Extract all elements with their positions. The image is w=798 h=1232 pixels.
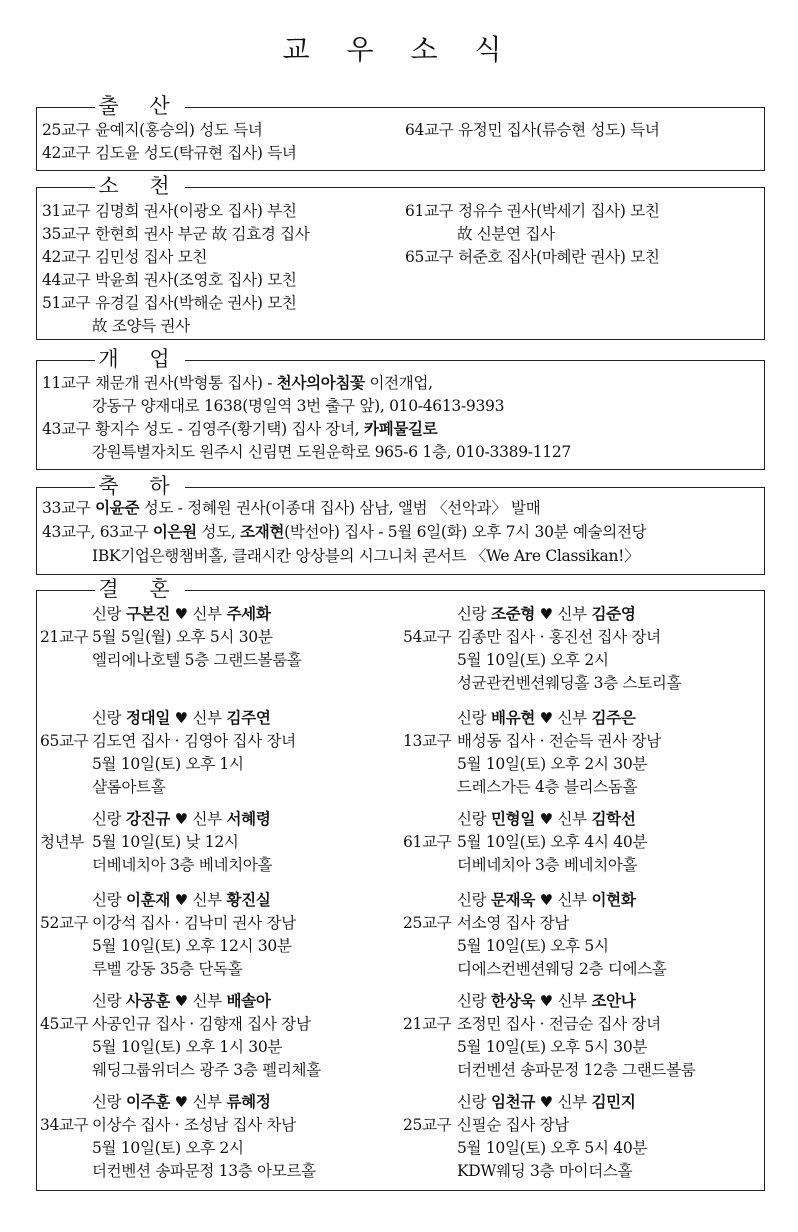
opening-text: 이전개업, xyxy=(364,374,433,392)
bride-label: 신부 xyxy=(557,810,587,828)
heart-icon: ♥ xyxy=(539,810,553,828)
couple-line xyxy=(457,990,636,1012)
wedding-detail: 5월 5일(월) 오후 5시 30분 xyxy=(92,628,273,646)
couple-line xyxy=(457,603,636,625)
wedding-detail: 이강석 집사 · 김낙미 권사 장남 xyxy=(92,914,296,932)
funeral-item: 51교구 유경길 집사(박해순 권사) 모친 xyxy=(42,294,297,312)
wedding-detail: KDW웨딩 3층 마이더스홀 xyxy=(457,1162,633,1180)
wedding-district: 45교구 xyxy=(40,1015,89,1033)
bride-label: 신부 xyxy=(557,709,587,727)
wedding-detail: 김종만 집사 · 홍진선 집사 장녀 xyxy=(457,628,661,646)
celebrant-name: 이은원 xyxy=(152,522,197,541)
wedding-detail: 5월 10일(토) 오후 4시 40분 xyxy=(457,833,648,851)
wedding-district: 54교구 xyxy=(403,628,452,646)
birth-item: 25교구 윤예지(홍승의) 성도 득녀 xyxy=(42,121,263,139)
wedding-district: 61교구 xyxy=(403,833,452,851)
funeral-section xyxy=(36,174,765,340)
celebration-text: IBK기업은행챔버홀, 클래시칸 앙상블의 시그니처 콘서트 〈We Are Classikan!〉 xyxy=(92,547,640,565)
wedding-detail: 사공인규 집사 · 김향재 집사 장남 xyxy=(92,1015,311,1033)
wedding-detail: 5월 10일(토) 오후 5시 30분 xyxy=(457,1038,648,1056)
bride-label: 신부 xyxy=(557,891,587,909)
wedding-detail: 샬롬아트홀 xyxy=(92,778,166,796)
bride-label: 신부 xyxy=(192,1093,222,1111)
wedding-detail: 김도연 집사 · 김영아 집사 장녀 xyxy=(92,732,296,750)
wedding-detail: 더컨벤션 송파문정 13층 아모르홀 xyxy=(92,1162,316,1180)
wedding-district: 65교구 xyxy=(40,732,89,750)
celebration-entry xyxy=(42,521,646,543)
celebration-entry xyxy=(42,497,540,519)
business-name: 카페물길로 xyxy=(364,419,438,438)
heart-icon: ♥ xyxy=(174,992,188,1010)
wedding-detail: 드레스가든 4층 블리스돔홀 xyxy=(457,778,638,796)
celebration-text: (박선아) 집사 - 5월 6일(화) 오후 7시 30분 예술의전당 xyxy=(284,523,647,541)
heart-icon: ♥ xyxy=(539,709,553,727)
couple-line xyxy=(92,808,271,830)
groom-label: 신랑 xyxy=(92,992,122,1010)
birth-section-title: 출 산 xyxy=(95,94,185,118)
groom-label: 신랑 xyxy=(92,891,122,909)
bride-label: 신부 xyxy=(192,709,222,727)
wedding-section-title: 결 혼 xyxy=(95,577,185,601)
wedding-district: 34교구 xyxy=(40,1116,89,1134)
bride-name: 조안나 xyxy=(591,991,636,1010)
groom-name: 한상욱 xyxy=(491,991,536,1010)
wedding-detail: 성균관컨벤션웨딩홀 3층 스토리홀 xyxy=(457,674,682,692)
groom-label: 신랑 xyxy=(92,810,122,828)
wedding-detail: 루벨 강동 35층 단독홀 xyxy=(92,960,243,978)
heart-icon: ♥ xyxy=(174,605,188,623)
groom-label: 신랑 xyxy=(92,709,122,727)
funeral-item: 44교구 박윤희 권사(조영호 집사) 모친 xyxy=(42,271,297,289)
funeral-item: 42교구 김민성 집사 모친 xyxy=(42,248,208,266)
birth-item: 42교구 김도윤 성도(탁규현 집사) 득녀 xyxy=(42,144,297,162)
wedding-district: 13교구 xyxy=(403,732,452,750)
heart-icon: ♥ xyxy=(174,810,188,828)
bride-name: 김주연 xyxy=(226,708,271,727)
bride-name: 김학선 xyxy=(591,809,636,828)
wedding-detail: 5월 10일(토) 오후 2시 xyxy=(457,651,609,669)
heart-icon: ♥ xyxy=(174,891,188,909)
bride-label: 신부 xyxy=(192,992,222,1010)
groom-label: 신랑 xyxy=(457,709,487,727)
celebration-text: 43교구, 63교구 xyxy=(42,523,153,541)
opening-section-title: 개 업 xyxy=(95,347,185,371)
wedding-detail: 더베네치아 3층 베네치아홀 xyxy=(92,856,273,874)
bride-label: 신부 xyxy=(557,605,587,623)
funeral-item: 61교구 정유수 권사(박세기 집사) 모친 xyxy=(405,202,660,220)
wedding-detail: 신필순 집사 장남 xyxy=(457,1116,569,1134)
groom-name: 이주훈 xyxy=(126,1092,171,1111)
groom-name: 정대일 xyxy=(126,708,171,727)
wedding-detail: 이상수 집사 · 조성남 집사 차남 xyxy=(92,1116,296,1134)
heart-icon: ♥ xyxy=(539,992,553,1010)
bride-label: 신부 xyxy=(192,605,222,623)
groom-label: 신랑 xyxy=(92,1093,122,1111)
groom-name: 임천규 xyxy=(491,1092,536,1111)
bride-name: 주세화 xyxy=(226,604,271,623)
heart-icon: ♥ xyxy=(174,709,188,727)
bride-label: 신부 xyxy=(192,810,222,828)
bride-label: 신부 xyxy=(557,992,587,1010)
bride-name: 류혜정 xyxy=(226,1092,271,1111)
wedding-detail: 디에스컨벤션웨딩 2층 디에스홀 xyxy=(457,960,667,978)
groom-label: 신랑 xyxy=(457,810,487,828)
groom-name: 강진규 xyxy=(126,809,171,828)
groom-name: 배유현 xyxy=(491,708,536,727)
heart-icon: ♥ xyxy=(539,605,553,623)
wedding-detail: 웨딩그룹위더스 광주 3층 펠리체홀 xyxy=(92,1061,321,1079)
opening-entry xyxy=(42,372,433,394)
bride-name: 김주은 xyxy=(591,708,636,727)
funeral-item: 故 조양득 권사 xyxy=(92,317,190,335)
opening-text: 11교구 채문개 권사(박형통 집사) - xyxy=(42,374,277,392)
bride-name: 배솔아 xyxy=(226,991,271,1010)
wedding-detail: 5월 10일(토) 낮 12시 xyxy=(92,833,239,851)
wedding-detail: 5월 10일(토) 오후 2시 30분 xyxy=(457,755,648,773)
bride-name: 이현화 xyxy=(591,890,636,909)
groom-label: 신랑 xyxy=(457,891,487,909)
wedding-detail: 더베네치아 3층 베네치아홀 xyxy=(457,856,638,874)
funeral-item: 31교구 김명희 권사(이광오 집사) 부친 xyxy=(42,202,297,220)
birth-item: 64교구 유정민 집사(류승현 성도) 득녀 xyxy=(405,121,660,139)
bride-label: 신부 xyxy=(192,891,222,909)
wedding-section xyxy=(36,577,765,1191)
celebration-text: 33교구 xyxy=(42,499,96,517)
celebration-section-title: 축 하 xyxy=(95,474,185,498)
funeral-item: 65교구 허준호 집사(마혜란 권사) 모친 xyxy=(405,248,660,266)
heart-icon: ♥ xyxy=(174,1093,188,1111)
celebration-text: 성도, xyxy=(196,523,241,541)
wedding-detail: 5월 10일(토) 오후 5시 40분 xyxy=(457,1139,648,1157)
opening-section xyxy=(36,347,765,470)
wedding-detail: 배성동 집사 · 전순득 권사 장남 xyxy=(457,732,661,750)
wedding-detail: 5월 10일(토) 오후 2시 xyxy=(92,1139,244,1157)
heart-icon: ♥ xyxy=(539,891,553,909)
celebration-section xyxy=(36,474,765,575)
wedding-detail: 서소영 집사 장남 xyxy=(457,914,569,932)
funeral-item: 故 신분연 집사 xyxy=(457,225,555,243)
opening-entry xyxy=(42,418,437,440)
opening-address: 강원특별자치도 원주시 신림면 도원운학로 965-6 1층, 010-3389-1127 xyxy=(92,443,571,461)
groom-name: 이훈재 xyxy=(126,890,171,909)
couple-line xyxy=(92,990,271,1012)
wedding-district: 청년부 xyxy=(40,833,85,851)
couple-line xyxy=(92,889,271,911)
couple-line xyxy=(457,889,636,911)
groom-label: 신랑 xyxy=(457,1093,487,1111)
groom-name: 민형일 xyxy=(491,809,536,828)
wedding-detail: 5월 10일(토) 오후 12시 30분 xyxy=(92,937,292,955)
couple-line xyxy=(92,707,271,729)
opening-address: 강동구 양재대로 1638(명일역 3번 출구 앞), 010-4613-9393 xyxy=(92,397,505,415)
business-name: 천사의아침꽃 xyxy=(276,373,365,392)
bride-name: 김준영 xyxy=(591,604,636,623)
page-title: 교 우 소 식 xyxy=(282,33,516,66)
bride-name: 김민지 xyxy=(591,1092,636,1111)
celebration-text: 성도 - 정혜원 권사(이종대 집사) 삼남, 앨범 〈선악과〉 발매 xyxy=(139,499,541,517)
funeral-item: 35교구 한현희 권사 부군 故 김효경 집사 xyxy=(42,225,310,243)
groom-label: 신랑 xyxy=(457,605,487,623)
couple-line xyxy=(457,808,636,830)
bride-label: 신부 xyxy=(557,1093,587,1111)
wedding-detail: 5월 10일(토) 오후 1시 30분 xyxy=(92,1038,283,1056)
couple-line xyxy=(92,1091,271,1113)
wedding-detail: 엘리에나호텔 5층 그랜드볼룸홀 xyxy=(92,651,302,669)
bride-name: 서혜령 xyxy=(226,809,271,828)
wedding-district: 52교구 xyxy=(40,914,89,932)
groom-name: 조준형 xyxy=(491,604,536,623)
birth-section xyxy=(36,94,765,171)
wedding-district: 25교구 xyxy=(403,1116,452,1134)
heart-icon: ♥ xyxy=(539,1093,553,1111)
wedding-district: 21교구 xyxy=(403,1015,452,1033)
wedding-district: 25교구 xyxy=(403,914,452,932)
bride-name: 황진실 xyxy=(226,890,271,909)
wedding-detail: 더컨벤션 송파문정 12층 그랜드볼룸 xyxy=(457,1061,696,1079)
wedding-detail: 5월 10일(토) 오후 1시 xyxy=(92,755,244,773)
wedding-detail: 조정민 집사 · 전금순 집사 장녀 xyxy=(457,1015,661,1033)
couple-line xyxy=(92,603,271,625)
couple-line xyxy=(457,1091,636,1113)
groom-name: 문재욱 xyxy=(491,890,536,909)
couple-line xyxy=(457,707,636,729)
groom-label: 신랑 xyxy=(92,605,122,623)
celebrant-name: 이윤준 xyxy=(95,498,140,517)
celebrant-name: 조재현 xyxy=(240,522,285,541)
funeral-section-title: 소 천 xyxy=(95,174,185,198)
groom-label: 신랑 xyxy=(457,992,487,1010)
groom-name: 구본진 xyxy=(126,604,171,623)
wedding-detail: 5월 10일(토) 오후 5시 xyxy=(457,937,609,955)
opening-text: 43교구 황지수 성도 - 김영주(황기택) 집사 장녀, xyxy=(42,420,365,438)
groom-name: 사공훈 xyxy=(126,991,171,1010)
wedding-district: 21교구 xyxy=(40,628,89,646)
